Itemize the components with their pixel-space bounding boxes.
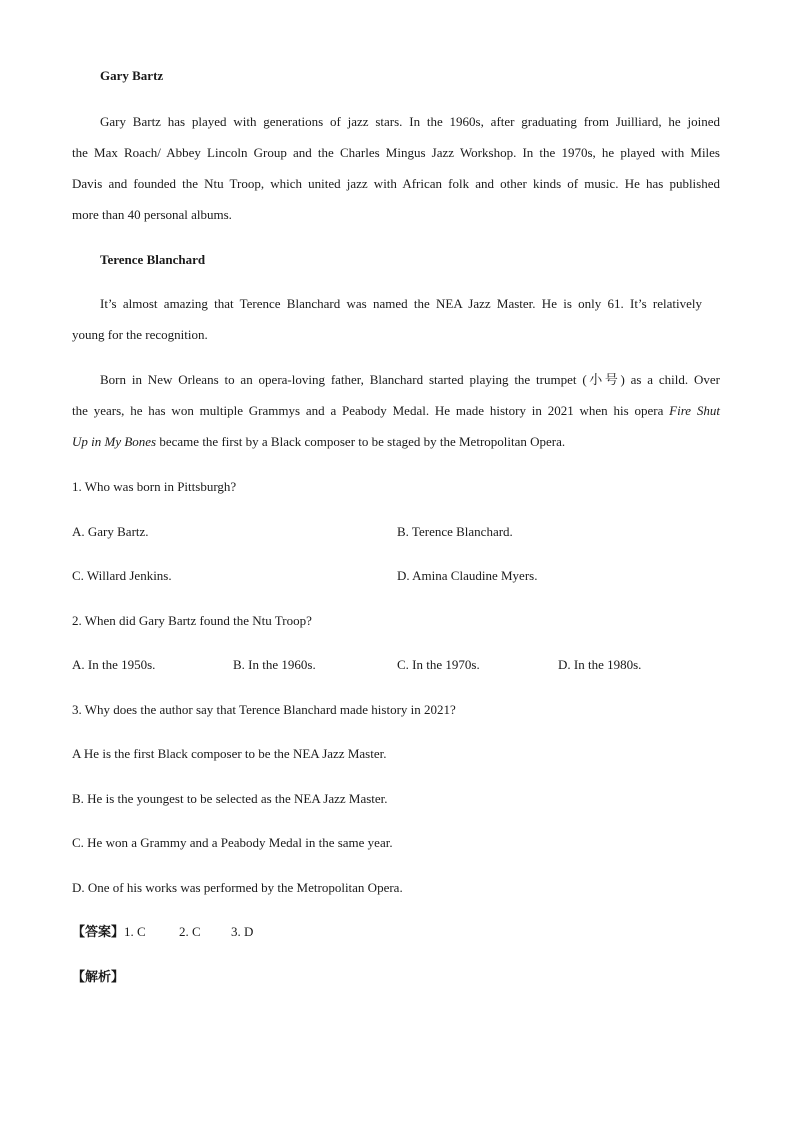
answer-value-1: 1. C (124, 924, 146, 939)
question-1-stem: 1. Who was born in Pittsburgh? (72, 479, 237, 494)
paragraph-line: the Max Roach/ Abbey Lincoln Group and the Charles Mingus Jazz Workshop. In the 1970s, he played with Miles (72, 145, 720, 160)
paragraph-text: became the first by a Black composer to be staged by the Metropolitan Opera. (156, 434, 566, 449)
paragraph-blanchard-1 (72, 295, 702, 357)
question-2-option-d: D. In the 1980s. (558, 657, 642, 672)
question-1-option-d: D. Amina Claudine Myers. (397, 568, 538, 583)
question-1-option-a: A. Gary Bartz. (72, 524, 149, 539)
question-3-option-a: A He is the first Black composer to be the NEA Jazz Master. (72, 746, 387, 761)
answer-label: 【答案】 (72, 924, 125, 939)
paragraph-line (72, 402, 720, 433)
question-2-option-c: C. In the 1970s. (397, 657, 480, 672)
question-2-stem: 2. When did Gary Bartz found the Ntu Troop? (72, 613, 312, 628)
question-2-option-b: B. In the 1960s. (233, 657, 316, 672)
answer-value-3: 3. D (231, 924, 254, 939)
section-heading-terence-blanchard: Terence Blanchard (100, 252, 206, 267)
paragraph-line (72, 433, 720, 464)
opera-title: Fire Shut (669, 403, 720, 418)
paragraph-line: Born in New Orleans to an opera-loving father, Blanchard started playing the trumpet (小号) as a child. Over (100, 372, 720, 387)
opera-title: Up in My Bones (72, 434, 157, 449)
paragraph-gary-bartz (72, 113, 720, 237)
paragraph-line: young for the recognition. (72, 327, 208, 342)
paragraph-line: Davis and founded the Ntu Troop, which united jazz with African folk and other kinds of music. He has published (72, 176, 720, 191)
paragraph-blanchard-2 (72, 371, 720, 464)
question-3-option-d: D. One of his works was performed by the Metropolitan Opera. (72, 880, 403, 895)
question-3-option-c: C. He won a Grammy and a Peabody Medal in the same year. (72, 835, 393, 850)
paragraph-line: It’s almost amazing that Terence Blanchard was named the NEA Jazz Master. He is only 61. It’s relatively (100, 296, 702, 311)
answer-line (72, 923, 146, 941)
paragraph-text: the years, he has won multiple Grammys and a Peabody Medal. He made history in 2021 when his opera (72, 403, 670, 418)
question-3-stem: 3. Why does the author say that Terence Blanchard made history in 2021? (72, 702, 456, 717)
question-1-option-c: C. Willard Jenkins. (72, 568, 172, 583)
answer-value-2: 2. C (179, 924, 201, 939)
question-1-option-b: B. Terence Blanchard. (397, 524, 513, 539)
paragraph-line: Gary Bartz has played with generations of jazz stars. In the 1960s, after graduating from Juilliard, he joined (100, 114, 720, 129)
analysis-label: 【解析】 (72, 969, 125, 984)
question-2-option-a: A. In the 1950s. (72, 657, 156, 672)
section-heading-gary-bartz: Gary Bartz (100, 68, 164, 83)
paragraph-line: more than 40 personal albums. (72, 207, 232, 222)
question-3-option-b: B. He is the youngest to be selected as the NEA Jazz Master. (72, 791, 388, 806)
